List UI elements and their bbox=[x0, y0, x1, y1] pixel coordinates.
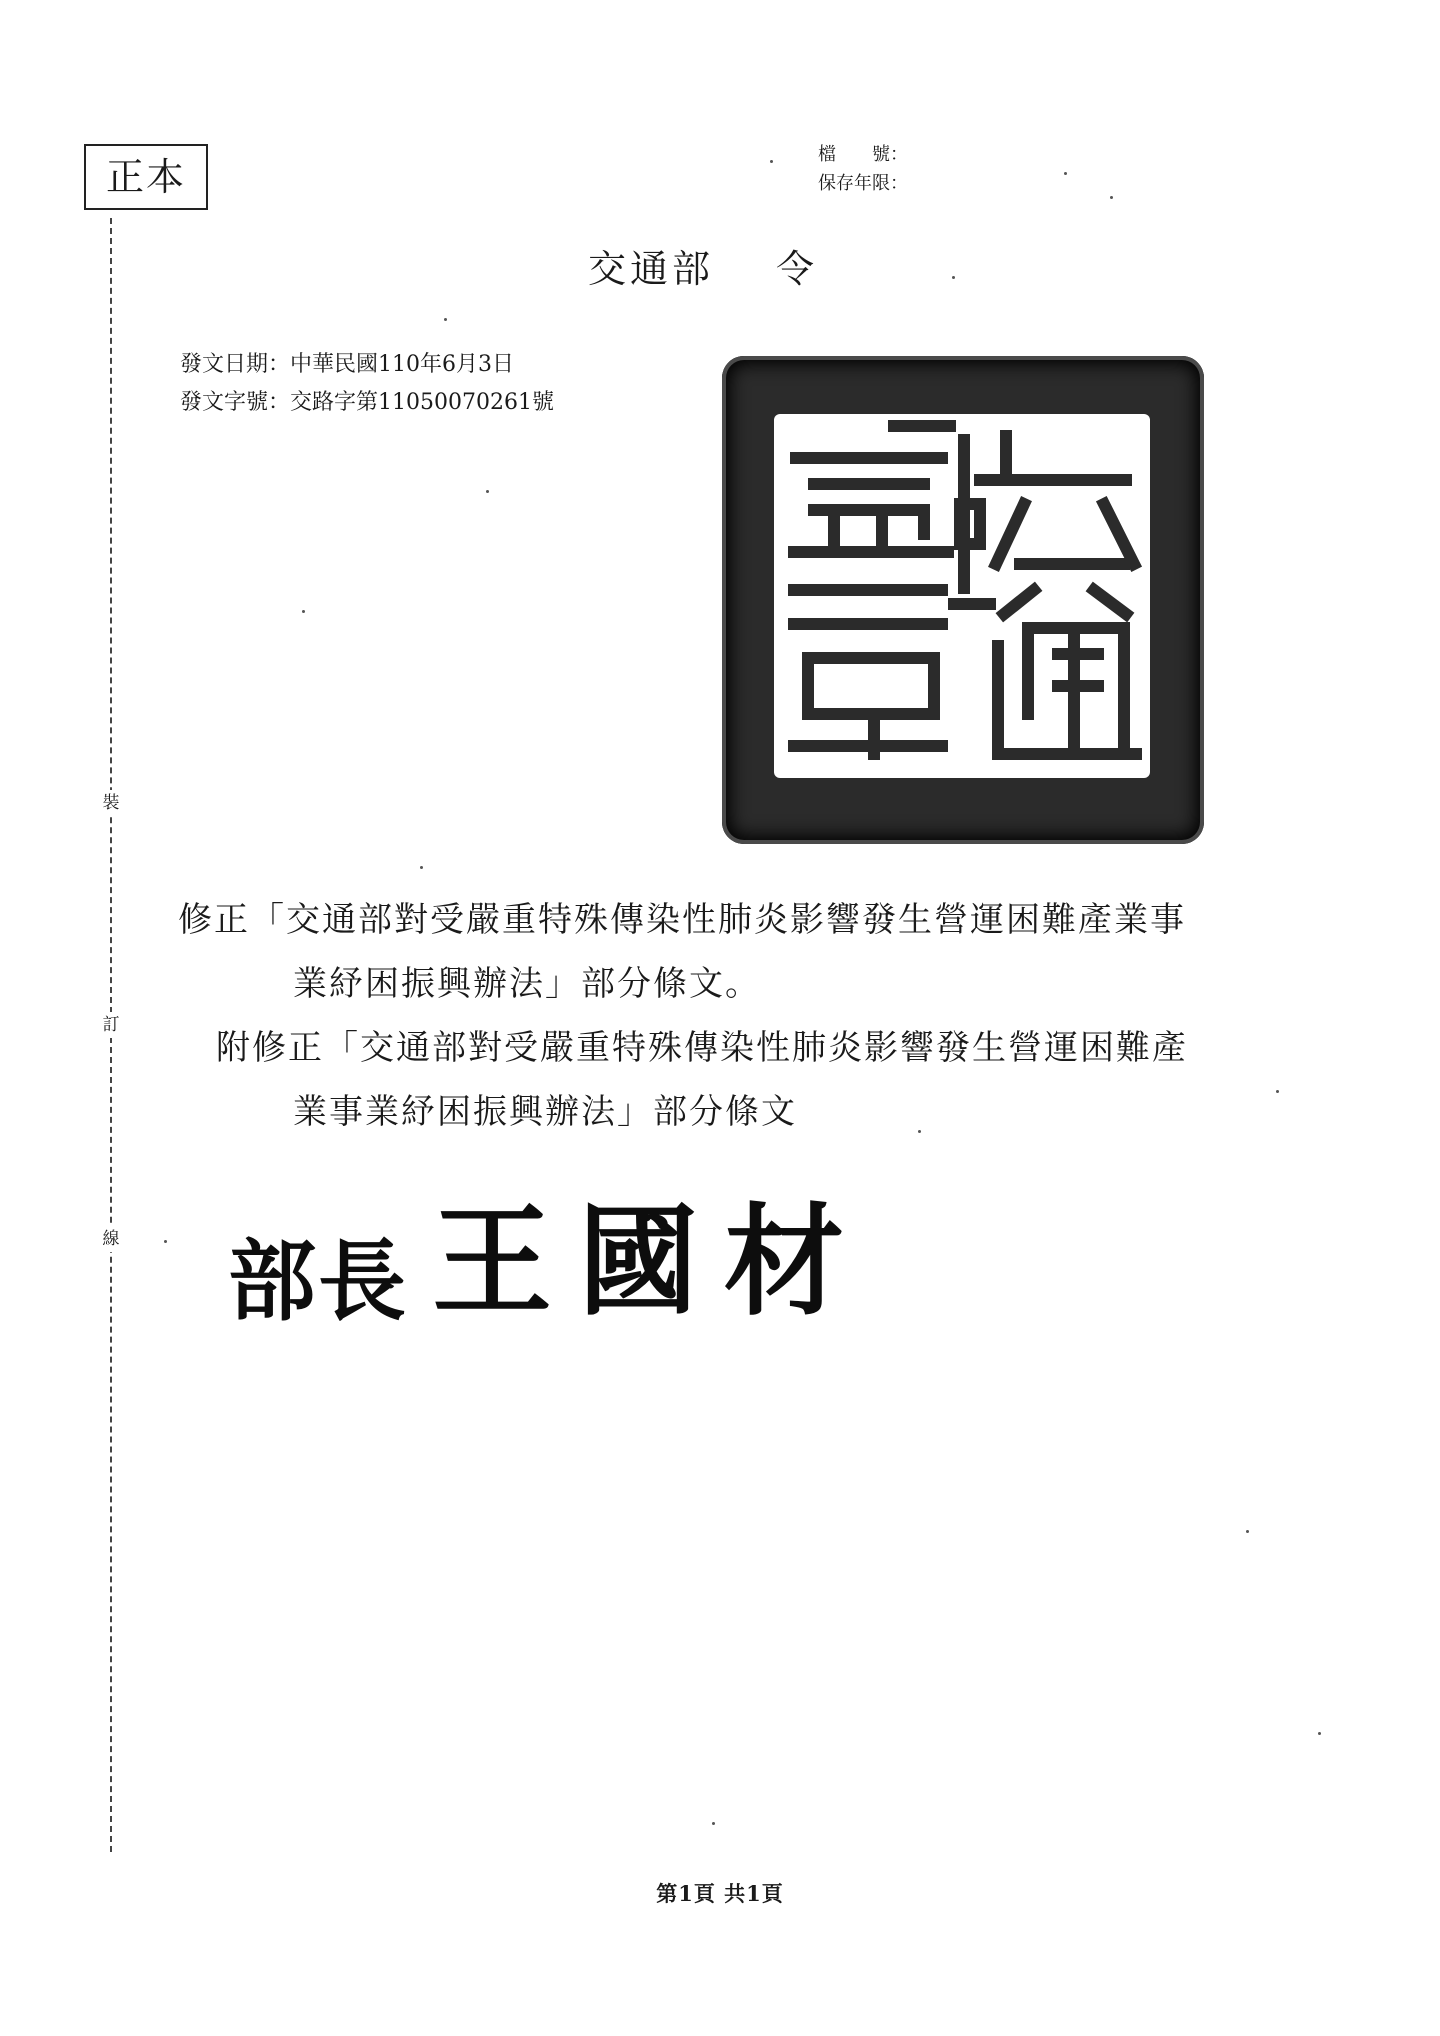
scan-speck bbox=[164, 1240, 167, 1243]
scan-speck bbox=[1064, 172, 1067, 175]
scan-speck bbox=[1246, 1530, 1249, 1533]
signatory-title: 部長 bbox=[228, 1229, 409, 1333]
original-copy-stamp: 正本 bbox=[84, 144, 208, 210]
scan-speck bbox=[1110, 196, 1113, 199]
binding-mark-zhuang: 裝 bbox=[98, 790, 124, 816]
file-meta-block bbox=[818, 140, 908, 198]
scan-speck bbox=[1318, 1732, 1321, 1735]
scan-speck bbox=[420, 866, 423, 869]
scan-speck bbox=[770, 160, 773, 163]
page-number: 第1頁 共1頁 bbox=[656, 1881, 784, 1906]
scan-speck bbox=[444, 318, 447, 321]
official-seal bbox=[722, 356, 1204, 844]
document-title bbox=[588, 238, 818, 293]
document-type: 令 bbox=[776, 247, 819, 291]
signatory-name: 王國材 bbox=[432, 1191, 871, 1332]
file-number-label: 檔 號： bbox=[818, 144, 908, 165]
order-attachment-line-1: 附修正「交通部對受嚴重特殊傳染性肺炎影響發生營運困難產 bbox=[216, 1028, 1188, 1068]
seal-script-glyphs bbox=[774, 414, 1150, 778]
issue-info bbox=[180, 346, 554, 422]
order-main-line-1: 修正「交通部對受嚴重特殊傳染性肺炎影響發生營運困難產業事 bbox=[178, 900, 1186, 940]
issue-date: 發文日期：中華民國110年6月3日 bbox=[180, 352, 514, 377]
issuing-agency: 交通部 bbox=[588, 247, 715, 291]
scan-speck bbox=[1276, 1090, 1279, 1093]
scan-speck bbox=[486, 490, 489, 493]
binding-mark-ding: 訂 bbox=[98, 1012, 124, 1038]
order-body bbox=[178, 888, 1238, 1144]
scan-speck bbox=[302, 610, 305, 613]
binding-mark-xian: 線 bbox=[98, 1226, 124, 1252]
retention-period-label: 保存年限： bbox=[818, 173, 908, 194]
minister-signature bbox=[228, 1191, 871, 1338]
scan-speck bbox=[918, 1130, 921, 1133]
seal-face bbox=[774, 414, 1150, 778]
scan-speck bbox=[952, 276, 955, 279]
scan-speck bbox=[712, 1822, 715, 1825]
order-main-line-2: 業紓困振興辦法」部分條文。 bbox=[293, 964, 761, 1004]
issue-number: 發文字號：交路字第11050070261號 bbox=[180, 390, 554, 415]
order-attachment-line-2: 業事業紓困振興辦法」部分條文 bbox=[293, 1092, 797, 1132]
